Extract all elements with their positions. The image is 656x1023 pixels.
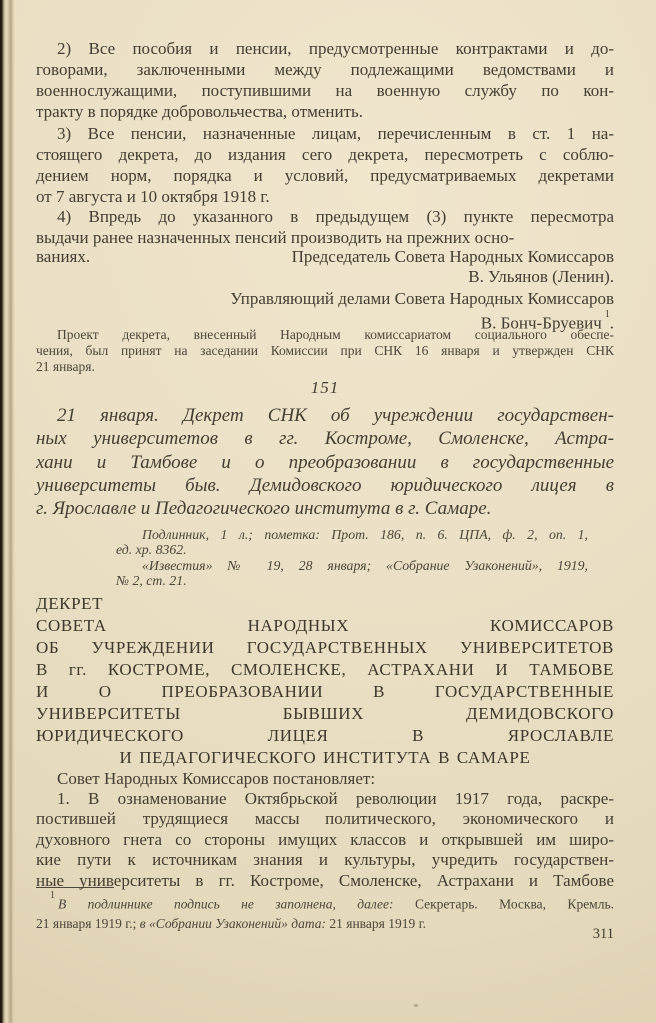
scan-speck: [414, 1004, 418, 1007]
footnote-separator-rule: [36, 887, 114, 888]
paragraph-end-and-signature-role: [36, 246, 652, 267]
document-number-151: 151: [310, 378, 340, 397]
paragraph-last-word: ваниях.: [36, 247, 91, 266]
footnote-italic-part-1: В подлиннике подпись не заполнена, далее:: [58, 896, 394, 912]
footnote-roman-part-1: Секретарь. Москва, Кремль.: [414, 896, 614, 912]
publication-source-note: «Известия» № 19, 28 января; «Собрание Узаконений», 1919, № 2, ст. 21.: [116, 558, 588, 589]
decree-body-article-1: 1. В ознаменование Октябрьской революции 1917 года, раскре- постившей трудящиеся массы политического, экономического и духовного гнета со стороны имущих классов и открывшей им широ- кие пути к источникам знания и культуры, учредить государствен- ные университеты в гг. Костроме, Смоленске, Астрахани и Тамбове: [36, 789, 614, 890]
book-binding-edge: [0, 0, 15, 1023]
editorial-note-draft-history: Проект декрета, внесенный Народным комиссариатом социального обеспе- чения, был принят на заседании Комиссии при СНК 16 января и утвержден СНК 21 января.: [36, 327, 614, 374]
footnote-reference-mark: 1: [604, 309, 610, 320]
decree-title-heading: ДЕКРЕТ СОВЕТА НАРОДНЫХ КОМИССАРОВ ОБ УЧРЕЖДЕНИИ ГОСУДАРСТВЕННЫХ УНИВЕРСИТЕТОВ В гг. КОСТРОМЕ, СМОЛЕНСКЕ, АСТРАХАНИ И ТАМБОВЕ И О ПРЕОБРАЗОВАНИИ В ГОСУДАРСТВЕННЫЕ УНИВЕРСИТЕТЫ БЫВШИХ ДЕМИДОВСКОГО ЮРИДИЧЕСКОГО ЛИЦЕЯ В ЯРОСЛАВЛЕ И ПЕДАГОГИЧЕСКОГО ИНСТИТУТА В САМАРЕ: [36, 594, 614, 767]
signature-name-text: В. Бонч-Бруевич: [480, 313, 602, 333]
paragraph-pensions-interim: 4) Впредь до указанного в предыдущем (3) пункте пересмотра выдачи ранее назначенных пенсий производить на прежних осно-: [36, 207, 614, 247]
footnote-roman-part-2: 21 января 1919 г.;: [36, 915, 137, 931]
footnote-roman-part-3: 21 января 1919 г.: [329, 915, 426, 931]
signature-role-administrator: Управляющий делами Совета Народных Комиссаров: [230, 289, 614, 308]
decree-body-intro-line: Совет Народных Комиссаров постановляет:: [57, 769, 376, 788]
signature-period: .: [609, 313, 614, 333]
archival-source-note: Подлинник, 1 л.; пометка: Прот. 186, п. 6. ЦПА, ф. 2, оп. 1, ед. хр. 8362.: [116, 527, 588, 558]
paragraph-pensions-review: 3) Все пенсии, назначенные лицам, перечисленным в ст. 1 на- стоящего декрета, до издания сего декрета, пересмотреть с соблю- дением норм, порядка и условий, предусматриваемых декретами от 7 августа и 10 октября 1918 г.: [36, 124, 614, 206]
page-number: 311: [592, 926, 614, 942]
footnote-line-1: [36, 891, 614, 914]
decree-summary-italic-heading: 21 января. Декрет СНК об учреждении государствен- ных университетов в гг. Костроме, Смоленске, Астра- хани и Тамбове и о преобразовании в государственные университеты быв. Демидовского юридического лицея в г. Ярославле и Педагогического института в г. Самаре.: [36, 405, 614, 520]
paragraph-pensions-contracts: 2) Все пособия и пенсии, предусмотренные контрактами и до- говорами, заключенными между подлежащими ведомствами и военнослужащими, поступившими на военную службу по кон- тракту в порядке добровольчества, отменить.: [36, 39, 614, 121]
footnote-mark: 1: [50, 890, 55, 901]
footnote-italic-part-2: в «Собрании Узаконений» дата:: [139, 915, 326, 931]
signature-role-chairman: Председатель Совета Народных Комиссаров: [291, 247, 614, 266]
signature-name-ulyanov-lenin: В. Ульянов (Ленин).: [468, 267, 614, 286]
